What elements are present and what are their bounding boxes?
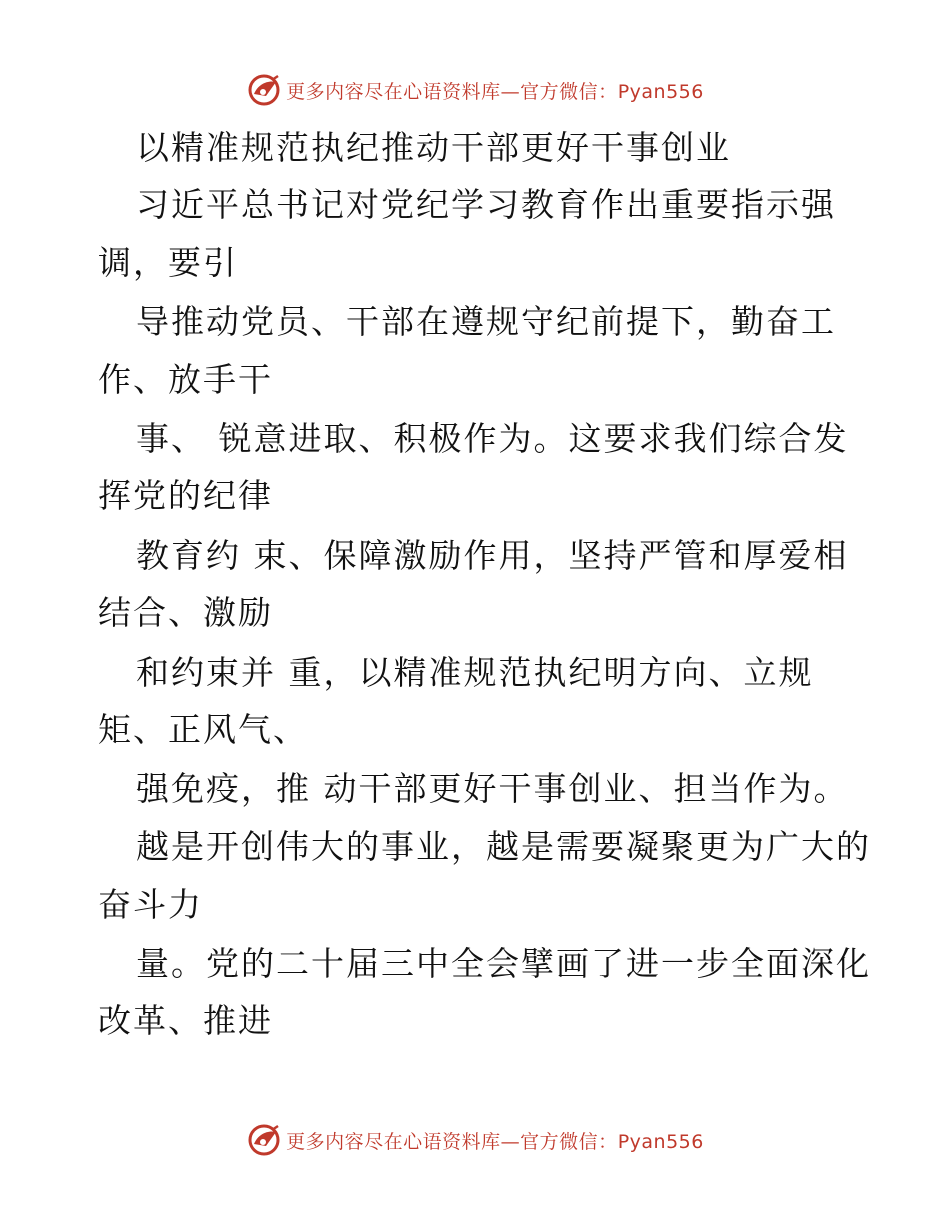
paragraph-line: 量。党的二十届三中全会擘画了进一步全面深化	[136, 944, 871, 983]
document-title: 以精准规范执纪推动干部更好干事创业	[136, 128, 731, 167]
paragraph-line: 习近平总书记对党纪学习教育作出重要指示强	[136, 185, 836, 224]
paragraph-line: 教育约 束、保障激励作用，坚持严管和厚爱相	[136, 536, 849, 575]
paragraph-line: 事、 锐意进取、积极作为。这要求我们综合发	[136, 419, 849, 458]
paragraph-line: 作、放手干	[98, 360, 273, 399]
watermark-wechat-id: Pyan556	[617, 1130, 704, 1153]
paragraph-line: 挥党的纪律	[98, 476, 273, 515]
header-watermark	[0, 70, 950, 110]
watermark-wechat-id: Pyan556	[617, 80, 704, 103]
watermark-text: 更多内容尽在心语资料库—官方微信：Pyan556	[286, 80, 704, 103]
paragraph-line: 导推动党员、干部在遵规守纪前提下，勤奋工	[136, 302, 836, 341]
paragraph-line: 和约束并 重，以精准规范执纪明方向、立规	[136, 653, 814, 692]
paragraph-line: 结合、激励	[98, 593, 273, 632]
paragraph-line: 越是开创伟大的事业，越是需要凝聚更为广大的	[136, 827, 871, 866]
paragraph-line: 调，要引	[98, 243, 238, 282]
paragraph-line: 强免疫，推 动干部更好干事创业、担当作为。	[136, 769, 849, 808]
paragraph-line: 奋斗力	[98, 885, 203, 924]
watermark-text: 更多内容尽在心语资料库—官方微信：Pyan556	[286, 1130, 704, 1153]
paragraph-line: 矩、正风气、	[98, 710, 308, 749]
footer-watermark	[0, 1120, 950, 1160]
watermark-logo-icon	[246, 72, 282, 108]
watermark-logo-icon	[246, 1122, 282, 1158]
paragraph-line: 改革、推进	[98, 1001, 273, 1040]
